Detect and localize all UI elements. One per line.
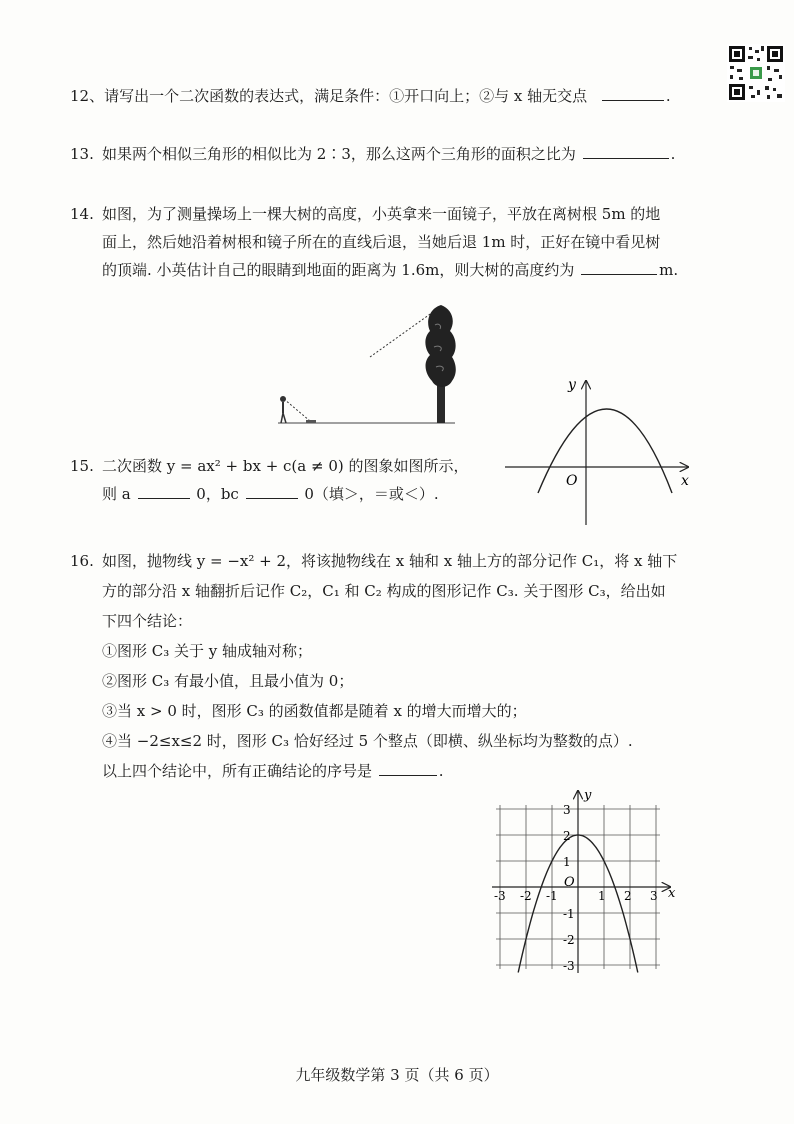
answer-blank[interactable]	[602, 84, 664, 101]
question-text-a: 则 a	[102, 485, 131, 503]
x-axis-label: x	[668, 886, 676, 901]
x-tick-label: 1	[598, 889, 606, 903]
y-axis-label: y	[584, 788, 592, 803]
x-tick-label: 2	[624, 889, 632, 903]
question-number: 15.	[70, 457, 94, 475]
tree-figure	[425, 305, 455, 423]
page-footer: 九年级数学第 3 页（共 6 页）	[295, 1066, 499, 1084]
answer-blank-a[interactable]	[138, 482, 190, 499]
y-tick-label: 2	[563, 829, 571, 843]
answer-blank[interactable]	[583, 142, 669, 159]
y-tick-label: 1	[563, 855, 571, 869]
x-axis-label: x	[681, 473, 689, 489]
question-15	[70, 452, 469, 508]
y-tick-label: -3	[563, 959, 575, 973]
y-axis-label: y	[568, 377, 576, 393]
q15-parabola-graph	[500, 375, 700, 530]
question-16: 16. 如图，抛物线 y = −x² + 2，将该抛物线在 x 轴和 x 轴上方的部分记作 C₁，将 x 轴下 方的部分沿 x 轴翻折后记作 C₂，C₁ 和 C₂ 构成的图形记作 C₃. 关于图形 C₃，给出如 下四个结论： ①图形 C₃ 关于 y 轴成轴对称； ②图形 C₃ 有最小值，且最小值为 0； ③当 x > 0 时，图形 C₃ 的函数值都是随着 x 的增大而增大的； ④当 −2≤x≤2 时，图形 C₃ 恰好经过 5 个整点（即横、纵坐标均为整数的点）. 以上四个结论中，所有正确结论的序号是 .	[70, 546, 677, 786]
qr-code	[727, 44, 785, 102]
x-tick-label: -3	[494, 889, 506, 903]
conclusion-4: ④当 −2≤x≤2 时，图形 C₃ 恰好经过 5 个整点（即横、纵坐标均为整数的点）.	[102, 732, 633, 750]
conclusion-3: ③当 x > 0 时，图形 C₃ 的函数值都是随着 x 的增大而增大的；	[102, 702, 527, 720]
sight-line-to-mirror	[284, 399, 310, 421]
origin-label: O	[564, 875, 575, 890]
conclusion-2: ②图形 C₃ 有最小值，且最小值为 0；	[102, 672, 354, 690]
question-text: 请写出一个二次函数的表达式，满足条件：①开口向上；②与 x 轴无交点	[104, 87, 588, 105]
girl-figure	[280, 396, 286, 423]
question-text-line1: 如图，为了测量操场上一棵大树的高度，小英拿来一面镜子，平放在离树根 5m 的地	[102, 205, 661, 223]
question-text-line1: 二次函数 y = ax² + bx + c(a ≠ 0) 的图象如图所示，	[102, 457, 469, 475]
question-ask: 以上四个结论中，所有正确结论的序号是	[102, 762, 373, 780]
unit-label: m.	[659, 261, 679, 279]
question-text-bc: 0，bc	[196, 485, 239, 503]
answer-blank[interactable]	[379, 759, 437, 776]
question-number: 12、	[70, 87, 105, 105]
question-text-line2: 方的部分沿 x 轴翻折后记作 C₂，C₁ 和 C₂ 构成的图形记作 C₃. 关于图形 C₃，给出如	[102, 582, 666, 600]
qr-code-graphic	[727, 44, 785, 102]
x-tick-label: -1	[546, 889, 558, 903]
question-13: 13. 如果两个相似三角形的相似比为 2∶3，那么这两个三角形的面积之比为 .	[70, 140, 675, 168]
question-14	[70, 200, 678, 284]
question-text-line3: 的顶端. 小英估计自己的眼睛到地面的距离为 1.6m，则大树的高度约为	[102, 261, 575, 279]
mirror	[306, 420, 316, 423]
y-tick-label: -2	[563, 933, 575, 947]
conclusion-1: ①图形 C₃ 关于 y 轴成轴对称；	[102, 642, 313, 660]
y-tick-label: -1	[563, 907, 575, 921]
origin-label: O	[566, 473, 578, 489]
y-tick-label: 3	[563, 803, 571, 817]
question-text-line3: 下四个结论：	[102, 612, 193, 630]
question-text-line2: 面上，然后她沿着树根和镜子所在的直线后退，当她后退 1m 时，正好在镜中看见树	[102, 233, 661, 251]
x-tick-label: -2	[520, 889, 532, 903]
question-12: 12、请写出一个二次函数的表达式，满足条件：①开口向上；②与 x 轴无交点 .	[70, 82, 671, 110]
question-number: 13.	[70, 145, 94, 163]
parabola-curve	[538, 409, 672, 493]
question-text: 如果两个相似三角形的相似比为 2∶3，那么这两个三角形的面积之比为	[102, 145, 576, 163]
question-text-fill: 0（填＞，＝或＜）.	[304, 485, 439, 503]
question-number: 14.	[70, 205, 94, 223]
question-number: 16.	[70, 552, 94, 570]
question-text-line1: 如图，抛物线 y = −x² + 2，将该抛物线在 x 轴和 x 轴上方的部分记作 C₁，将 x 轴下	[102, 552, 678, 570]
tick-labels	[494, 803, 658, 973]
q16-grid-graph	[480, 785, 690, 975]
tree-mirror-figure	[270, 295, 470, 430]
answer-blank[interactable]	[581, 258, 657, 275]
x-tick-label: 3	[650, 889, 658, 903]
answer-blank-bc[interactable]	[246, 482, 298, 499]
